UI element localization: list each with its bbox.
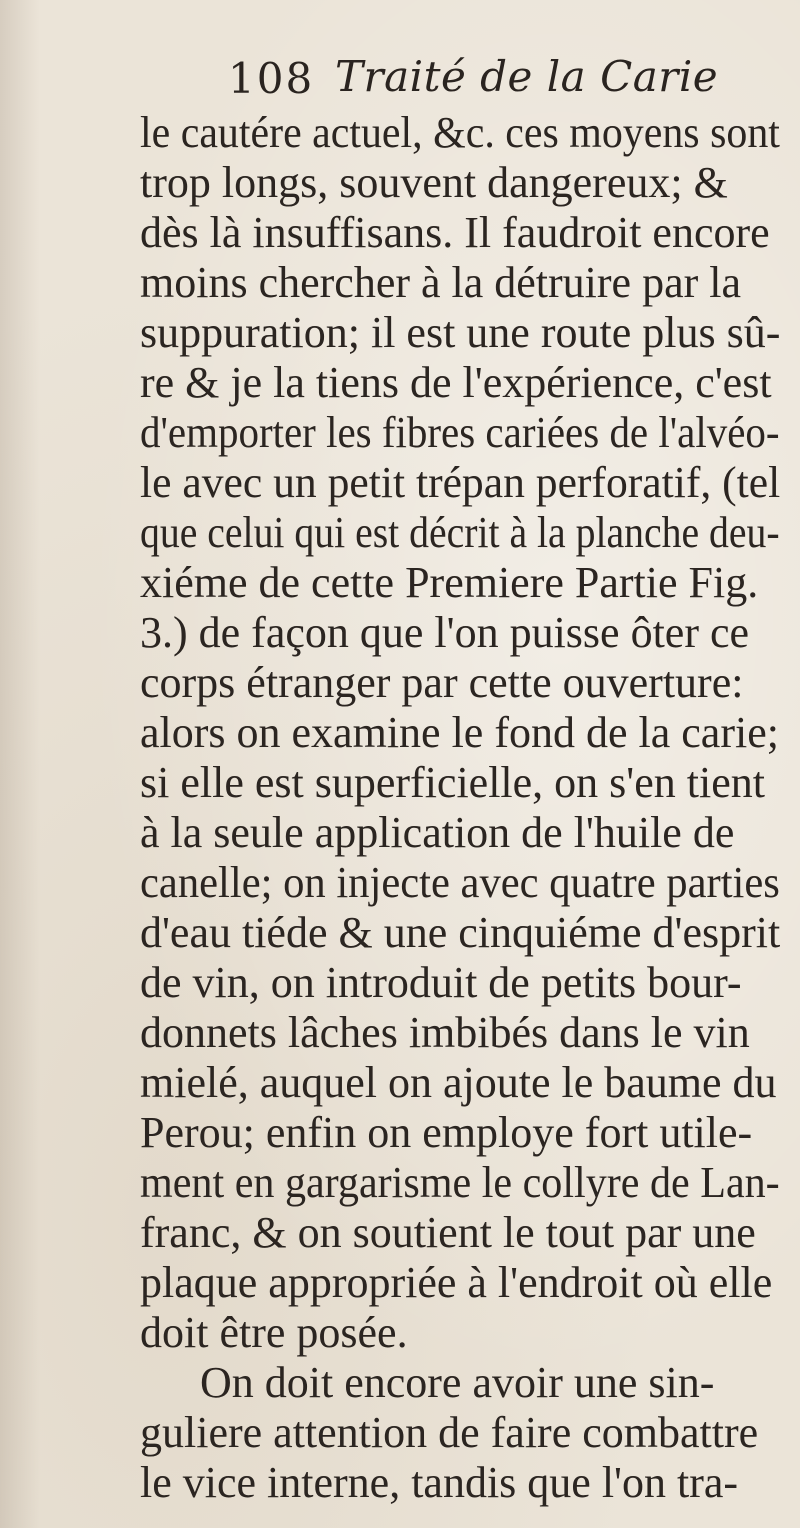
text-line: xiéme de cette Premiere Partie Fig. [140,558,759,607]
text-line: doit être posée. [140,1308,408,1357]
running-title: Traité de la Carie [335,52,719,101]
text-line: plaque appropriée à l'endroit où elle [140,1258,773,1307]
text-line: de vin, on introduit de petits bour- [140,958,742,1007]
text-line: canelle; on injecte avec quatre parties [140,858,780,907]
text-line: le cautére actuel, &c. ces moyens sont [140,108,780,157]
text-line: franc, & on soutient le tout par une [140,1208,756,1257]
page-header [0,52,800,112]
text-line: corps étranger par cette ouverture: [140,658,744,707]
text-line: que celui qui est décrit à la planche deu- [140,508,780,557]
text-line: ment en gargarisme le collyre de Lan- [140,1158,780,1207]
page-spine-shadow [0,0,40,1528]
text-line: à la seule application de l'huile de [140,808,735,857]
text-line: le vice interne, tandis que l'on tra- [140,1458,739,1507]
text-line: 3.) de façon que l'on puisse ôter ce [140,608,750,657]
text-line: On doit encore avoir une sin- [200,1358,715,1407]
text-line: donnets lâches imbibés dans le vin [140,1008,750,1057]
text-line: le avec un petit trépan perforatif, (tel [140,458,781,507]
text-line: re & je la tiens de l'expérience, c'est [140,358,772,407]
text-line: suppuration; il est une route plus sû- [140,308,781,357]
text-line: d'emporter les fibres cariées de l'alvéo- [140,408,780,457]
text-line: d'eau tiéde & une cinquiéme d'esprit [140,908,781,957]
text-line: dès là insuffisans. Il faudroit encore [140,208,770,257]
text-line: guliere attention de faire combattre [140,1408,759,1457]
text-line: Perou; enfin on employe fort utile- [140,1108,753,1157]
text-line: mielé, auquel on ajoute le baume du [140,1058,777,1107]
page-number: 108 [228,54,315,103]
text-line: trop longs, souvent dangereux; & [140,158,728,207]
text-line: moins chercher à la détruire par la [140,258,742,307]
text-line: si elle est superficielle, on s'en tient [140,758,765,807]
text-line: alors on examine le fond de la carie; [140,708,779,757]
